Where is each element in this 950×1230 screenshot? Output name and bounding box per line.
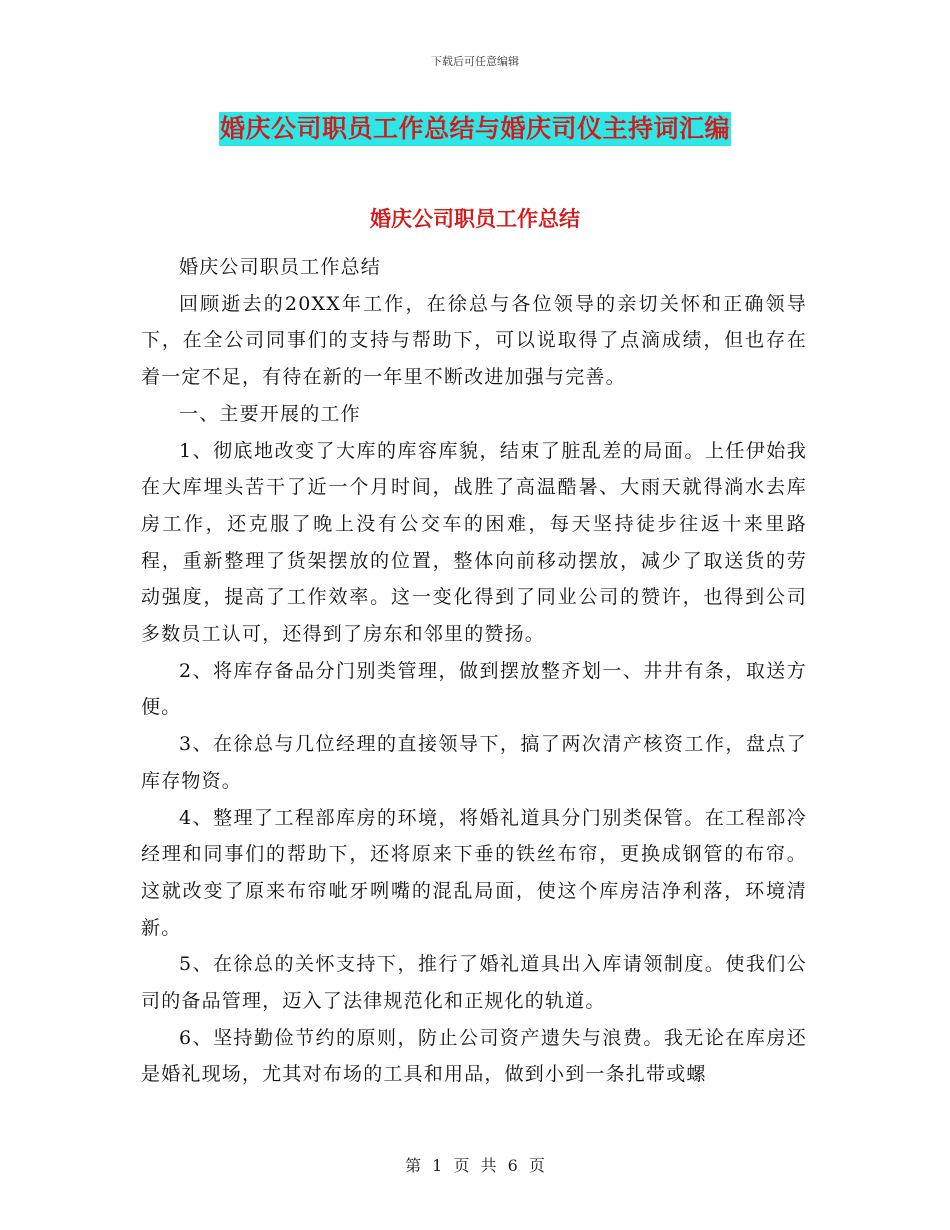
- header-note: 下载后可任意编辑: [431, 55, 519, 68]
- page-number: 第 1 页 共 6 页: [405, 1156, 545, 1175]
- paragraph: 4、整理了工程部库房的环境，将婚礼道具分门别类保管。在工程部冷经理和同事们的帮助下，还将原来下垂的铁丝布帘，更换成钢管的布帘。这就改变了原来布帘呲牙咧嘴的混乱局面，使这个库房洁净利落，环境清新。: [141, 806, 807, 939]
- paragraph: 3、在徐总与几位经理的直接领导下，搞了两次清产核资工作，盘点了库存物资。: [141, 733, 807, 792]
- paragraph: 6、坚持勤俭节约的原则，防止公司资产遗失与浪费。我无论在库房还是婚礼现场，尤其对布场的工具和用品，做到小到一条扎带或螺: [141, 1026, 807, 1086]
- section-title: 婚庆公司职员工作总结: [370, 207, 580, 231]
- document-title: 婚庆公司职员工作总结与婚庆司仪主持词汇编: [219, 112, 731, 146]
- paragraph: 1、彻底地改变了大库的库容库貌，结束了脏乱差的局面。上任伊始我在大库埋头苦干了近一个月时间，战胜了高温酷暑、大雨天就得淌水去库房工作，还克服了晚上没有公交车的困难，每天坚持徒步往返十来里路程，重新整理了货架摆放的位置，整体向前移动摆放，减少了取送货的劳动强度，提高了工作效率。这一变化得到了同业公司的赞许，也得到公司多数员工认可，还得到了房东和邻里的赞扬。: [141, 439, 807, 646]
- paragraph: 回顾逝去的20XX年工作，在徐总与各位领导的亲切关怀和正确领导下，在全公司同事们的支持与帮助下，可以说取得了点滴成绩，但也存在着一定不足，有待在新的一年里不断改进加强与完善。: [141, 292, 807, 389]
- paragraph: 一、主要开展的工作: [179, 402, 361, 425]
- document-body: [141, 249, 807, 1093]
- paragraph: 2、将库存备品分门别类管理，做到摆放整齐划一、井井有条，取送方便。: [141, 659, 807, 719]
- main-title-container: [0, 112, 950, 146]
- paragraph: 婚庆公司职员工作总结: [179, 256, 382, 278]
- paragraph: 5、在徐总的关怀支持下，推行了婚礼道具出入库请领制度。使我们公司的备品管理，迈入了法律规范化和正规化的轨道。: [141, 953, 807, 1013]
